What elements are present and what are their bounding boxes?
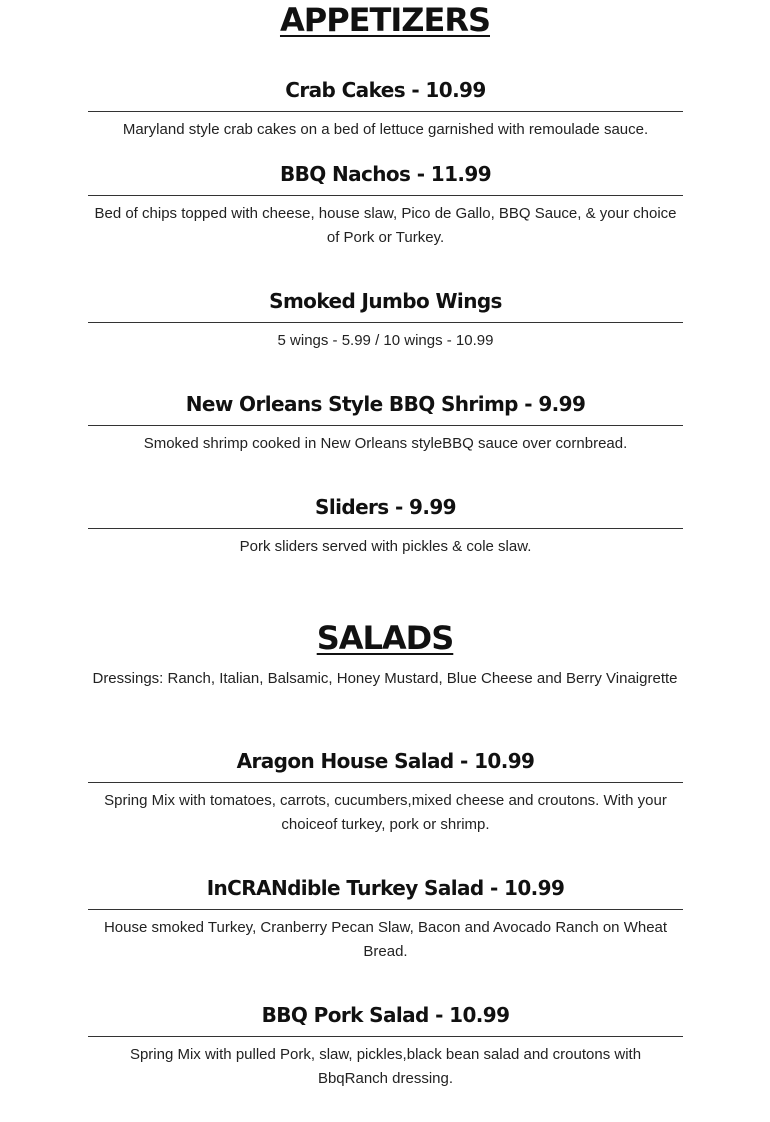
- menu-item-title: InCRANdible Turkey Salad - 10.99: [88, 875, 683, 910]
- menu-item-title: BBQ Pork Salad - 10.99: [88, 1002, 683, 1037]
- menu-item-bbq-pork-salad: [88, 1002, 683, 1091]
- menu-item-title: BBQ Nachos - 11.99: [88, 161, 683, 196]
- menu-item-title: Sliders - 9.99: [88, 494, 683, 529]
- menu-item-title: Smoked Jumbo Wings: [88, 288, 683, 323]
- menu-item-aragon-house-salad: [88, 748, 683, 837]
- menu-item-incrandible-turkey-salad: [88, 875, 683, 964]
- menu-item-description: 5 wings - 5.99 / 10 wings - 10.99: [277, 332, 494, 349]
- menu-item-description: Spring Mix with pulled Pork, slaw, pickles,black bean salad and croutons with BbqRanch dressing.: [129, 1046, 642, 1087]
- menu-item-title: New Orleans Style BBQ Shrimp - 9.99: [88, 391, 683, 426]
- menu-item-description: Spring Mix with tomatoes, carrots, cucumbers,mixed cheese and croutons. With your choiceof turkey, pork or shrimp.: [104, 792, 667, 833]
- menu-item-bbq-shrimp: [88, 391, 683, 456]
- menu-item-smoked-jumbo-wings: [88, 288, 683, 353]
- salads-heading: SALADS: [316, 619, 454, 657]
- appetizers-heading: APPETIZERS: [279, 1, 490, 39]
- menu-item-description: Smoked shrimp cooked in New Orleans styleBBQ sauce over cornbread.: [143, 435, 628, 452]
- menu-item-description: Maryland style crab cakes on a bed of lettuce garnished with remoulade sauce.: [122, 121, 649, 138]
- menu-item-sliders: [88, 494, 683, 559]
- menu-item-description: Bed of chips topped with cheese, house slaw, Pico de Gallo, BBQ Sauce, & your choice of Pork or Turkey.: [94, 205, 677, 246]
- dressings-note: Dressings: Ranch, Italian, Balsamic, Honey Mustard, Blue Cheese and Berry Vinaigrette: [92, 670, 678, 687]
- menu-item-title: Aragon House Salad - 10.99: [88, 748, 683, 783]
- menu-item-crab-cakes: [88, 77, 683, 142]
- menu-item-description: Pork sliders served with pickles & cole slaw.: [239, 538, 532, 555]
- menu-item-bbq-nachos: [88, 161, 683, 250]
- menu-item-title: Crab Cakes - 10.99: [88, 77, 683, 112]
- menu-item-description: House smoked Turkey, Cranberry Pecan Slaw, Bacon and Avocado Ranch on Wheat Bread.: [103, 919, 668, 960]
